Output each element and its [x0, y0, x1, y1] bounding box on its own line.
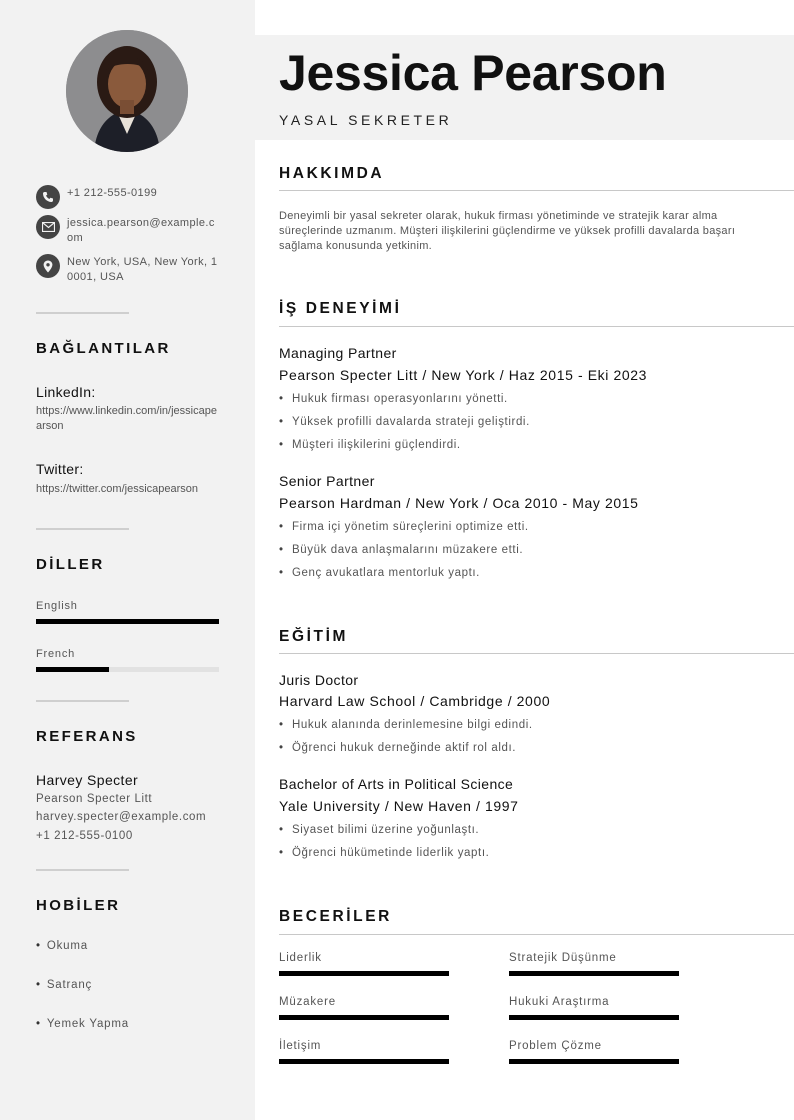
profile-photo: [66, 30, 188, 152]
section-rule: [279, 190, 794, 191]
about-heading: HAKKIMDA: [279, 165, 385, 182]
hobby-label: Satranç: [46, 979, 93, 991]
reference-email[interactable]: harvey.specter@example.com: [36, 811, 207, 823]
job-company: Pearson Specter Litt / New York / Haz 2015 - Eki 2023: [279, 367, 647, 383]
sidebar-divider: [36, 869, 129, 871]
hobby-label: Yemek Yapma: [46, 1018, 129, 1030]
bullet-text: Siyaset bilimi üzerine yoğunlaştı.: [292, 824, 480, 836]
education-bullet: • Hukuk alanında derinlemesine bilgi edindi.: [279, 719, 533, 731]
phone-icon: [36, 185, 60, 209]
bullet-text: Müşteri ilişkilerini güçlendirdi.: [292, 439, 461, 451]
education-bullet: • Siyaset bilimi üzerine yoğunlaştı.: [279, 824, 480, 836]
skill-name: İletişim: [279, 1040, 322, 1052]
about-text: Deneyimli bir yasal sekreter olarak, hukuk firması yönetiminde ve stratejik karar alma süreçlerinde uzmanım. Müşteri ilişkilerini güçlendirme ve yüksek profilli davalarda başarı sağlama konusunda yetkinim.: [279, 210, 736, 252]
section-rule: [279, 934, 794, 935]
bullet-text: Yüksek profilli davalarda strateji geliştirdi.: [292, 416, 530, 428]
job-bullet: • Yüksek profilli davalarda strateji geliştirdi.: [279, 416, 530, 428]
twitter-link[interactable]: https://twitter.com/jessicapearson: [36, 483, 199, 495]
education-bullet: • Öğrenci hükümetinde liderlik yaptı.: [279, 847, 490, 859]
skills-heading: BECERİLER: [279, 908, 392, 925]
skill-level-fill: [279, 1059, 449, 1064]
address-text: New York, USA, New York, 10001, USA: [67, 256, 218, 283]
language-name: French: [36, 648, 76, 660]
skill-bar: [279, 971, 449, 976]
candidate-name: Jessica Pearson: [279, 45, 667, 101]
skill-level-fill: [509, 971, 679, 976]
email-text[interactable]: jessica.pearson@example.com: [67, 217, 215, 244]
bullet-text: Firma içi yönetim süreçlerini optimize etti.: [292, 521, 529, 533]
language-name: English: [36, 600, 78, 612]
skill-bar: [509, 971, 679, 976]
envelope-icon: [36, 215, 60, 239]
skill-bar: [509, 1059, 679, 1064]
skill-name: Müzakere: [279, 996, 336, 1008]
skill-name: Hukuki Araştırma: [509, 996, 610, 1008]
job-bullet: • Müşteri ilişkilerini güçlendirdi.: [279, 439, 461, 451]
sidebar-divider: [36, 528, 129, 530]
phone-text: +1 212-555-0199: [67, 187, 158, 199]
bullet-text: Hukuk firması operasyonlarını yönetti.: [292, 393, 508, 405]
job-role: Senior Partner: [279, 473, 375, 489]
job-title: YASAL SEKRETER: [279, 112, 453, 128]
hobby-label: Okuma: [46, 940, 88, 952]
education-degree: Bachelor of Arts in Political Science: [279, 776, 514, 792]
hobby-item: • Satranç: [36, 979, 93, 991]
skill-name: Stratejik Düşünme: [509, 952, 617, 964]
job-bullet: • Genç avukatlara mentorluk yaptı.: [279, 567, 480, 579]
education-bullet: • Öğrenci hukuk derneğinde aktif rol aldı.: [279, 742, 517, 754]
main-content: [255, 0, 794, 1120]
linkedin-link[interactable]: https://www.linkedin.com/in/jessicapearson: [36, 405, 217, 432]
bullet-text: Öğrenci hukuk derneğinde aktif rol aldı.: [292, 742, 517, 754]
education-school: Yale University / New Haven / 1997: [279, 798, 519, 814]
section-rule: [279, 653, 794, 654]
skill-bar: [279, 1015, 449, 1020]
education-degree: Juris Doctor: [279, 672, 359, 688]
avatar: [66, 30, 188, 152]
bullet-text: Hukuk alanında derinlemesine bilgi edindi.: [292, 719, 533, 731]
job-bullet: • Hukuk firması operasyonlarını yönetti.: [279, 393, 508, 405]
languages-heading: DİLLER: [36, 556, 105, 573]
reference-name: Harvey Specter: [36, 772, 139, 788]
job-bullet: • Büyük dava anlaşmalarını müzakere etti.: [279, 544, 524, 556]
sidebar-divider: [36, 700, 129, 702]
skill-level-fill: [279, 1015, 449, 1020]
contact-email: [36, 215, 221, 246]
linkedin-label: LinkedIn:: [36, 384, 96, 400]
sidebar-divider: [36, 312, 129, 314]
experience-heading: İŞ DENEYİMİ: [279, 300, 402, 317]
education-heading: EĞİTİM: [279, 628, 348, 645]
section-rule: [279, 326, 794, 327]
hobby-item: • Okuma: [36, 940, 88, 952]
contact-address: [36, 254, 221, 285]
language-level-fill: [36, 619, 219, 624]
skill-bar: [279, 1059, 449, 1064]
location-pin-icon: [36, 254, 60, 278]
job-role: Managing Partner: [279, 345, 397, 361]
reference-company: Pearson Specter Litt: [36, 793, 153, 805]
references-heading: REFERANS: [36, 728, 138, 745]
bullet-text: Büyük dava anlaşmalarını müzakere etti.: [292, 544, 524, 556]
bullet-text: Öğrenci hükümetinde liderlik yaptı.: [292, 847, 490, 859]
reference-phone: +1 212-555-0100: [36, 830, 133, 842]
bullet-text: Genç avukatlara mentorluk yaptı.: [292, 567, 480, 579]
hobbies-heading: HOBİLER: [36, 897, 121, 914]
skill-bar: [509, 1015, 679, 1020]
skill-name: Problem Çözme: [509, 1040, 602, 1052]
job-bullet: • Firma içi yönetim süreçlerini optimize etti.: [279, 521, 529, 533]
job-company: Pearson Hardman / New York / Oca 2010 - May 2015: [279, 495, 639, 511]
sidebar: [0, 0, 255, 1120]
language-level-bar: [36, 619, 219, 624]
hobby-item: • Yemek Yapma: [36, 1018, 129, 1030]
skill-level-fill: [509, 1015, 679, 1020]
skill-level-fill: [509, 1059, 679, 1064]
language-level-bar: [36, 667, 219, 672]
skill-name: Liderlik: [279, 952, 322, 964]
education-school: Harvard Law School / Cambridge / 2000: [279, 693, 551, 709]
twitter-label: Twitter:: [36, 461, 84, 477]
links-heading: BAĞLANTILAR: [36, 340, 171, 357]
language-level-fill: [36, 667, 109, 672]
skill-level-fill: [279, 971, 449, 976]
contact-phone: [36, 185, 221, 209]
